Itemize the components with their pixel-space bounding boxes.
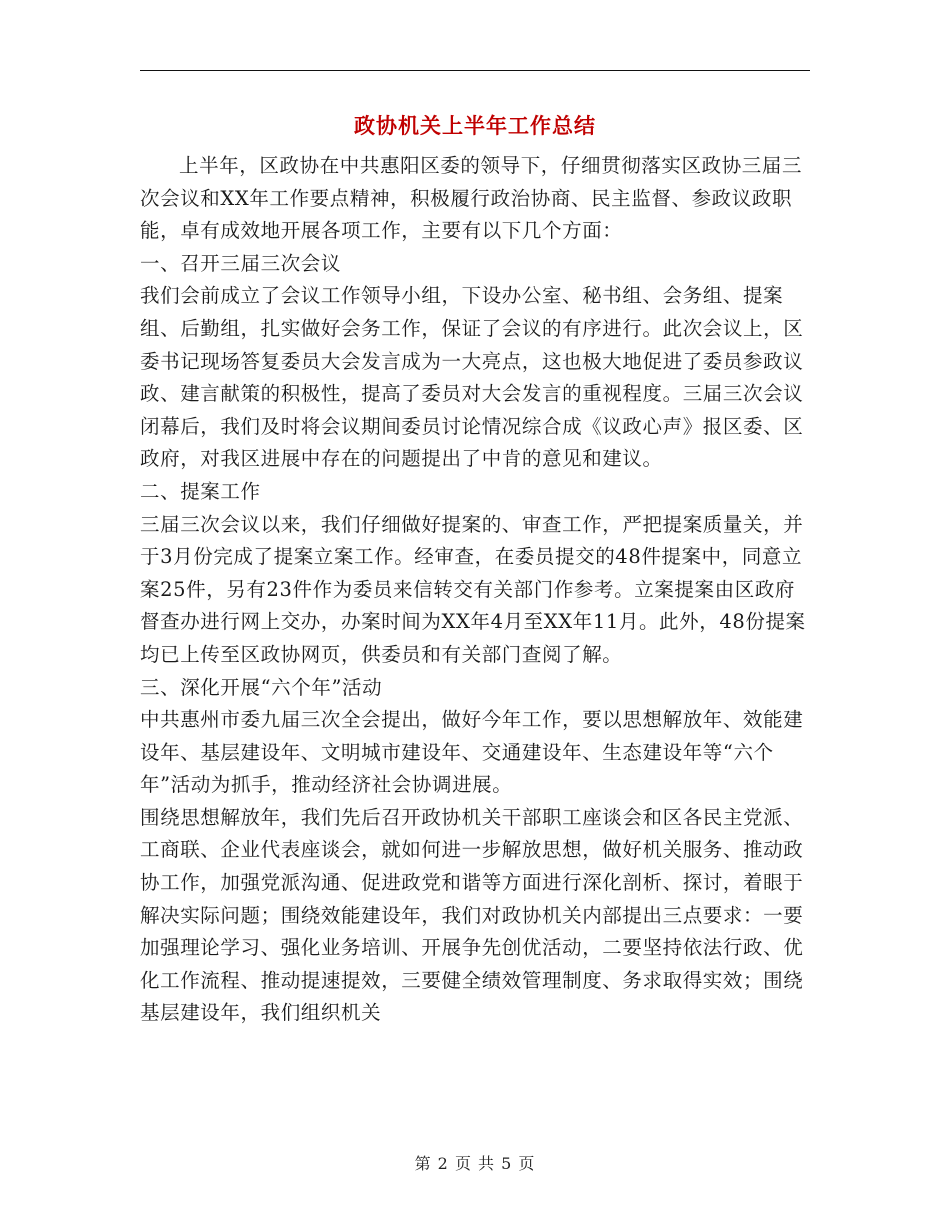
page-number: 第 2 页 共 5 页	[414, 1154, 536, 1173]
header-rule	[140, 70, 810, 71]
paragraph-section-1: 我们会前成立了会议工作领导小组，下设办公室、秘书组、会务组、提案组、后勤组，扎实做好会务工作，保证了会议的有序进行。此次会议上，区委书记现场答复委员大会发言成为一大亮点，这也极大地促进了委员参政议政、建言献策的积极性，提高了委员对大会发言的重视程度。三届三次会议闭幕后，我们及时将会议期间委员讨论情况综合成《议政心声》报区委、区政府，对我区进展中存在的问题提出了中肯的意见和建议。	[140, 284, 804, 471]
section-heading-3: 三、深化开展“六个年”活动	[140, 675, 383, 699]
paragraph-section-3a: 中共惠州市委九届三次全会提出，做好今年工作，要以思想解放年、效能建设年、基层建设年、文明城市建设年、交通建设年、生态建设年等“六个年”活动为抓手，推动经济社会协调进展。	[140, 708, 804, 797]
paragraph-intro: 上半年，区政协在中共惠阳区委的领导下，仔细贯彻落实区政协三届三次会议和XX年工作要点精神，积极履行政治协商、民主监督、参政议政职能，卓有成效地开展各项工作，主要有以下几个方面：	[140, 154, 803, 243]
section-heading-1: 一、召开三届三次会议	[140, 251, 342, 275]
document-title: 政协机关上半年工作总结	[354, 113, 596, 138]
paragraph-section-2: 三届三次会议以来，我们仔细做好提案的、审查工作，严把提案质量关，并于3月份完成了提案立案工作。经审查，在委员提交的48件提案中，同意立案25件，另有23件作为委员来信转交有关部门作参考。立案提案由区政府督查办进行网上交办，办案时间为XX年4月至XX年11月。此外，48份提案均已上传至区政协网页，供委员和有关部门查阅了解。	[140, 512, 806, 666]
paragraph-section-3b: 围绕思想解放年，我们先后召开政协机关干部职工座谈会和区各民主党派、工商联、企业代表座谈会，就如何进一步解放思想，做好机关服务、推动政协工作，加强党派沟通、促进政党和谐等方面进行深化剖析、探讨，着眼于解决实际问题；围绕效能建设年，我们对政协机关内部提出三点要求：一要加强理论学习、强化业务培训、开展争先创优活动，二要坚持依法行政、优化工作流程、推动提速提效，三要健全绩效管理制度、务求取得实效；围绕基层建设年，我们组织机关	[140, 805, 804, 1025]
section-heading-2: 二、提案工作	[140, 479, 261, 503]
document-body	[140, 150, 810, 1030]
